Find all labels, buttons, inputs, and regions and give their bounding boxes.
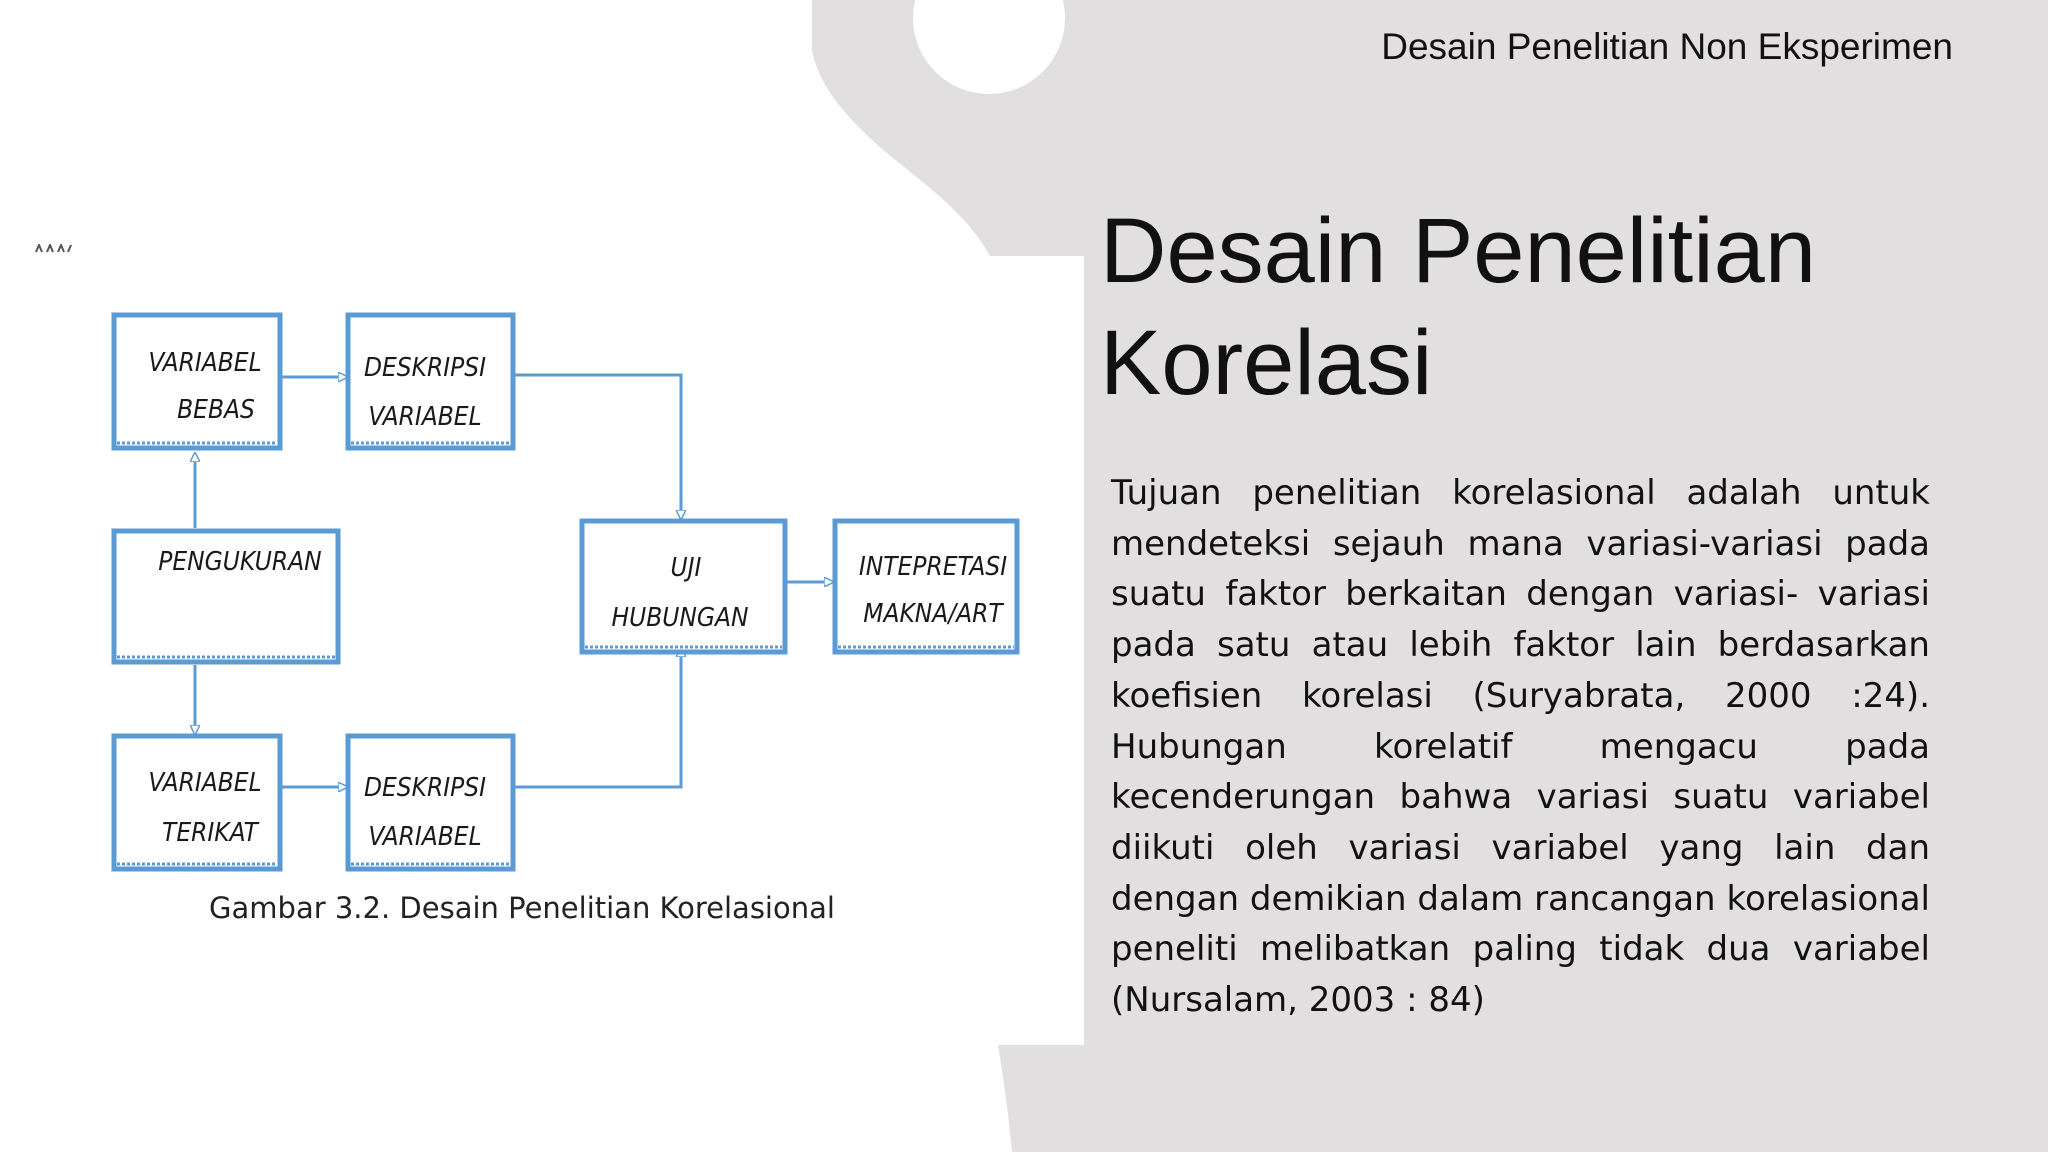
box-pengukuran xyxy=(114,531,338,662)
box-variabel-terikat xyxy=(114,736,280,869)
box-deskripsi-variabel-1 xyxy=(348,315,513,448)
slide-header: Desain Penelitian Non Eksperimen xyxy=(1381,26,1953,67)
box-intepretasi-line2: MAKNA/ART xyxy=(863,599,1003,629)
box-variabel-bebas-line1: VARIABEL xyxy=(148,348,262,378)
box-deskripsi-1-line2: VARIABEL xyxy=(368,402,482,432)
arrow-deskripsi1-to-uji xyxy=(513,375,681,518)
arrow-deskripsi2-to-uji xyxy=(513,649,681,787)
box-variabel-terikat-line2: TERIKAT xyxy=(162,818,258,848)
box-pengukuran-line1: PENGUKURAN xyxy=(158,547,322,577)
box-variabel-terikat-line1: VARIABEL xyxy=(148,768,262,798)
box-uji-hubungan-line1: UJI xyxy=(670,553,702,583)
box-deskripsi-2-line1: DESKRIPSI xyxy=(364,773,486,803)
box-deskripsi-2-line2: VARIABEL xyxy=(368,822,482,852)
slide-title xyxy=(1100,195,1980,419)
title-line-2: Korelasi xyxy=(1100,312,1433,414)
box-intepretasi xyxy=(835,521,1017,652)
box-deskripsi-variabel-2 xyxy=(348,736,513,869)
body-paragraph: Tujuan penelitian korelasional adalah untuk mendeteksi sejauh mana variasi-variasi pada suatu faktor berkaitan dengan variasi- variasi pada satu atau lebih faktor lain berdasarkan koefisien korelasi (Suryabrata, 2000 :24). Hubungan korelatif mengacu pada kecenderungan bahwa variasi suatu variabel diikuti oleh variasi variabel yang lain dan dengan demikian dalam rancangan korelasional peneliti melibatkan paling tidak dua variabel (Nursalam, 2003 : 84) xyxy=(1111,473,1930,1021)
box-uji-hubungan-line2: HUBUNGAN xyxy=(611,603,749,633)
box-intepretasi-line1: INTEPRETASI xyxy=(858,552,1008,582)
diagram-caption: Gambar 3.2. Desain Penelitian Korelasional xyxy=(209,891,835,925)
box-deskripsi-1-line1: DESKRIPSI xyxy=(364,353,486,383)
box-variabel-bebas xyxy=(114,315,280,448)
box-variabel-bebas-line2: BEBAS xyxy=(177,395,255,425)
title-line-1: Desain Penelitian xyxy=(1100,200,1817,302)
box-uji-hubungan xyxy=(582,521,785,652)
